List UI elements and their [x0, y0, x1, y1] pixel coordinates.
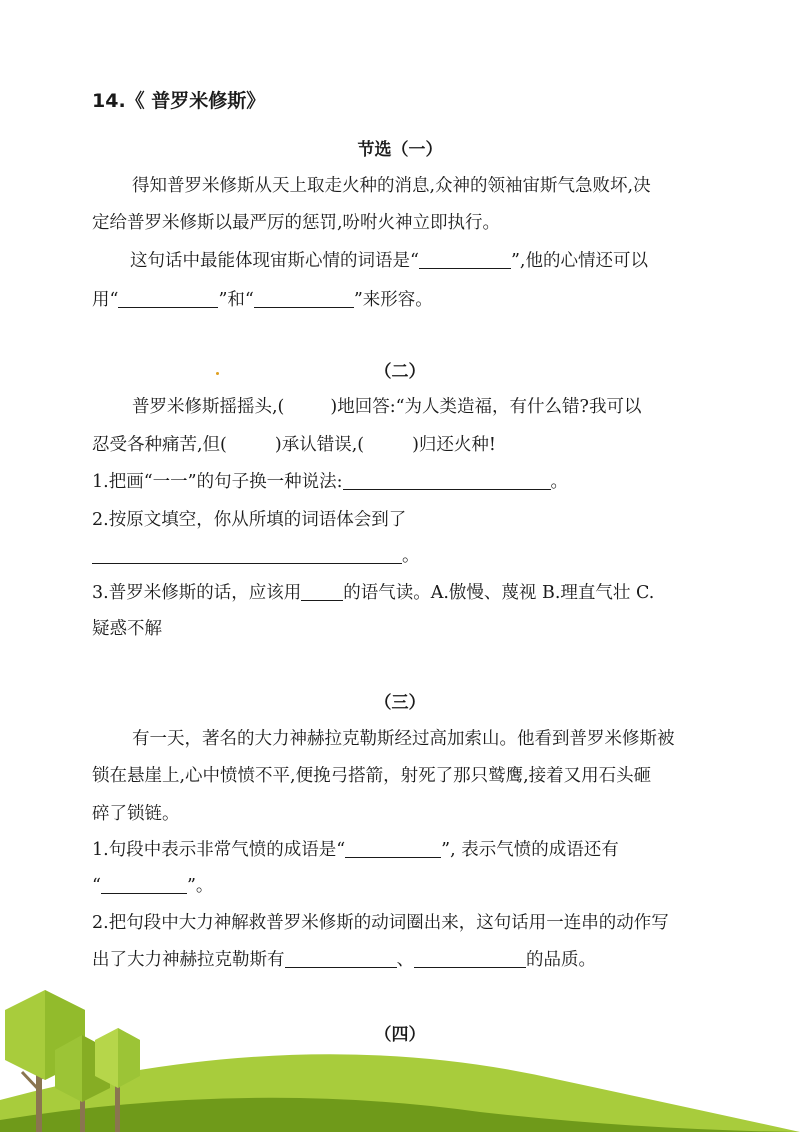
question-text: 3.普罗米修斯的话，应该用 — [92, 583, 302, 603]
question-line — [92, 836, 619, 861]
answer-blank[interactable] — [343, 471, 551, 490]
passage-text: 忍受各种痛苦,但( — [92, 435, 227, 455]
passage-line: 有一天，著名的大力神赫拉克勒斯经过高加索山。他看到普罗米修斯被 — [132, 729, 675, 749]
question-line: 2.把句段中大力神解救普罗米修斯的动词圈出来，这句话用一连串的动作写 — [92, 913, 669, 933]
answer-blank[interactable] — [118, 289, 218, 308]
question-text: 1.句段中表示非常气愤的成语是“ — [92, 840, 346, 860]
question-text: 出了大力神赫拉克勒斯有 — [92, 950, 285, 970]
passage-line — [132, 393, 641, 418]
question-text: 这句话中最能体现宙斯心情的词语是“ — [130, 251, 419, 271]
answer-blank[interactable] — [101, 875, 187, 894]
question-text: 用“ — [92, 290, 119, 310]
passage-line: 定给普罗米修斯以最严厉的惩罚,吩咐火神立即执行。 — [92, 213, 501, 233]
answer-blank[interactable] — [285, 949, 397, 968]
question-text: 。 — [550, 472, 568, 492]
question-text: ”。 — [186, 876, 214, 896]
question-text: 1.把画“一一”的句子换一种说法: — [92, 472, 343, 492]
question-line — [92, 946, 596, 971]
question-text: “ — [92, 876, 101, 896]
answer-blank[interactable] — [92, 545, 402, 564]
question-text: 。 — [402, 546, 420, 566]
answer-blank[interactable] — [301, 582, 343, 601]
question-text: ”, 表示气愤的成语还有 — [441, 840, 619, 860]
answer-blank[interactable] — [414, 949, 526, 968]
question-line — [92, 579, 654, 604]
passage-text: )承认错误,( — [274, 435, 365, 455]
question-text: ”,他的心情还可以 — [510, 251, 648, 271]
section-heading-3: （三） — [374, 693, 426, 713]
answer-blank[interactable] — [419, 250, 511, 269]
question-line — [130, 247, 648, 272]
section-heading-1: 节选（一） — [357, 140, 443, 160]
answer-blank[interactable] — [254, 289, 354, 308]
question-text: ”来形容。 — [353, 290, 433, 310]
question-text: 的品质。 — [526, 950, 596, 970]
passage-text: 普罗米修斯摇摇头,( — [132, 397, 285, 417]
question-line — [92, 542, 420, 567]
section-heading-2: （二） — [374, 362, 426, 382]
question-text: ”和“ — [218, 290, 254, 310]
question-text: 、 — [396, 950, 414, 970]
passage-text: )归还火种! — [412, 435, 496, 455]
landscape-decoration — [0, 980, 800, 1132]
question-line — [92, 286, 433, 311]
passage-line: 锁在悬崖上,心中愤愤不平,便挽弓搭箭，射死了那只鹫鹰,接着又用石头砸 — [92, 766, 652, 786]
question-line — [92, 468, 568, 493]
section-heading-4: （四） — [374, 1025, 426, 1045]
page-title: 14.《 普罗米修斯》 — [92, 90, 266, 112]
passage-text: )地回答:“为人类造福，有什么错?我可以 — [330, 397, 642, 417]
passage-line — [92, 431, 496, 456]
passage-line: 碎了锁链。 — [92, 804, 180, 824]
question-line — [92, 872, 213, 897]
question-text: 的语气读。A.傲慢、蔑视 B.理直气壮 C. — [343, 583, 655, 603]
question-line: 2.按原文填空，你从所填的词语体会到了 — [92, 510, 407, 530]
question-line: 疑惑不解 — [92, 619, 162, 639]
answer-blank[interactable] — [345, 839, 441, 858]
passage-line: 得知普罗米修斯从天上取走火种的消息,众神的领袖宙斯气急败坏,决 — [132, 176, 651, 196]
